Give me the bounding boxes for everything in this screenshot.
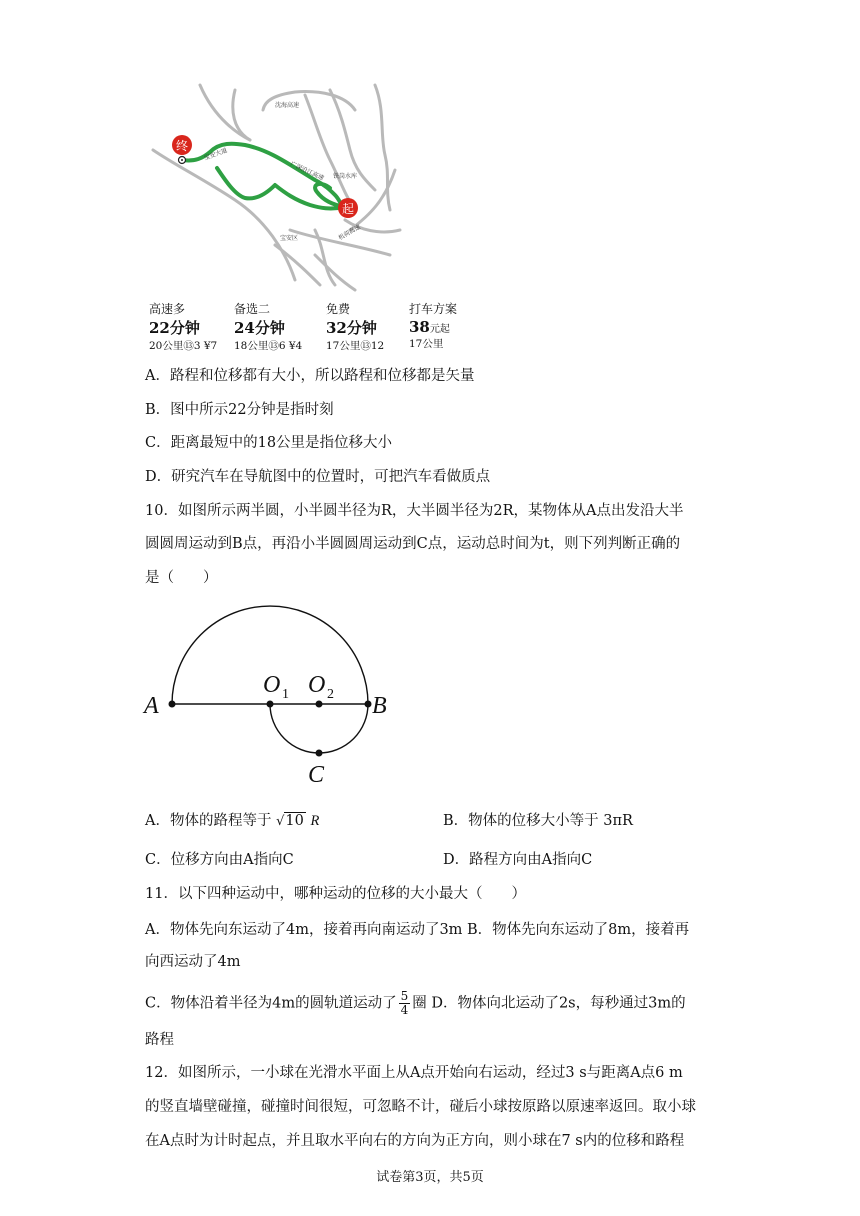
route-time: 38 [409,318,430,336]
route-title: 高速多 [149,302,186,316]
q10-option-d: D．路程方向由A指向C [443,852,593,868]
end-marker-label: 终 [175,139,189,153]
map-label: 宝安区 [280,235,299,242]
q9-option-b: B．图中所示22分钟是指时刻 [145,402,334,418]
q12-stem-line: 在A点时为计时起点，并且取水平向右的方向为正方向，则小球在7 s内的位移和路程 [145,1133,685,1149]
q11-option-d-text: 圈 D．物体向北运动了2s，每秒通过3m的 [412,995,686,1012]
map-label: 广深沿江高速 [289,160,325,183]
start-marker-label: 起 [341,202,355,216]
fraction-denominator: 4 [400,1003,409,1017]
route-time: 22分钟 [149,319,200,337]
q10-stem-line: 是（ ） [145,570,218,586]
q11-stem: 11．以下四种运动中，哪种运动的位移的大小最大（ ） [145,886,526,902]
route-title: 打车方案 [409,302,458,316]
route-time-unit: 元起 [429,324,450,335]
route-option [409,300,457,351]
q10-stem-line: 10．如图所示两半圆，小半圆半径为R，大半圆半径为2R，某物体从A点出发沿大半 [145,503,684,519]
q12-stem-line: 的竖直墙壁碰撞，碰撞时间很短，可忽略不计，碰后小球按原路以原速率返回。取小球 [145,1099,696,1115]
small-semicircle [270,704,368,753]
point-o1 [267,701,274,708]
route-details: 20公里⑬3 ¥7 [149,340,218,352]
route-details: 18公里⑬6 ¥4 [234,340,303,352]
q12-stem-line: 12．如图所示，一小球在光滑水平面上从A点开始向右运动，经过3 s与距离A点6 m [145,1065,683,1081]
q11-options-cd [145,990,686,1017]
point-o2 [316,701,323,708]
label-a: A [144,693,159,719]
label-c: C [308,762,325,788]
navigation-map [145,80,415,295]
label-b: B [372,693,387,719]
map-label: 铁岗水库 [333,173,358,180]
route-time: 24分钟 [234,319,285,337]
point-a [169,701,176,708]
map-label: 宝安大道 [203,147,229,162]
route-option [234,300,302,353]
route-details: 17公里 [409,338,444,350]
label-o1-subscript: 1 [282,687,289,702]
q10-stem-line: 圆圆周运动到B点，再沿小半圆圆周运动到C点，运动总时间为t，则下列判断正确的 [145,536,681,552]
q10-option-a [145,811,319,832]
q11-options-ab: A．物体先向东运动了4m，接着再向南运动了3m B．物体先向东运动了8m，接着再 [145,922,690,938]
map-label: 沈海高速 [275,102,300,109]
fraction [399,990,411,1017]
q9-option-d: D．研究汽车在导航图中的位置时，可把汽车看做质点 [145,469,491,485]
label-o2: O [308,672,326,698]
map-label: 机荷高速 [337,223,362,242]
page-footer: 试卷第3页，共5页 [376,1170,484,1185]
q10-option-a-text: A．物体的路程等于 [145,813,272,829]
q10-option-b: B．物体的位移大小等于 3πR [443,813,633,829]
semicircle-figure [140,600,410,795]
route-option [149,300,217,353]
point-b [365,701,372,708]
q11-option-d-continued: 路程 [145,1032,174,1048]
q11-option-c-text: C．物体沿着半径为4m的圆轨道运动了 [145,995,397,1012]
route-title: 免费 [326,302,351,316]
sqrt-radicand: 10 [285,813,304,829]
label-o2-subscript: 2 [327,687,334,702]
label-o1: O [263,672,281,698]
q9-option-a: A．路程和位移都有大小，所以路程和位移都是矢量 [145,368,475,384]
q9-option-c: C．距离最短中的18公里是指位移大小 [145,435,393,451]
q10-option-a-variable: R [310,813,320,829]
route-title: 备选二 [234,302,271,316]
route-option [326,300,384,353]
route-details: 17公里⑬12 [326,340,385,352]
q10-option-c: C．位移方向由A指向C [145,852,294,868]
sqrt-sign-icon: √ [276,814,285,829]
q11-option-b-continued: 向西运动了4m [145,954,241,970]
point-c [316,750,323,757]
fraction-numerator: 5 [400,989,409,1003]
route-time: 32分钟 [326,319,377,337]
